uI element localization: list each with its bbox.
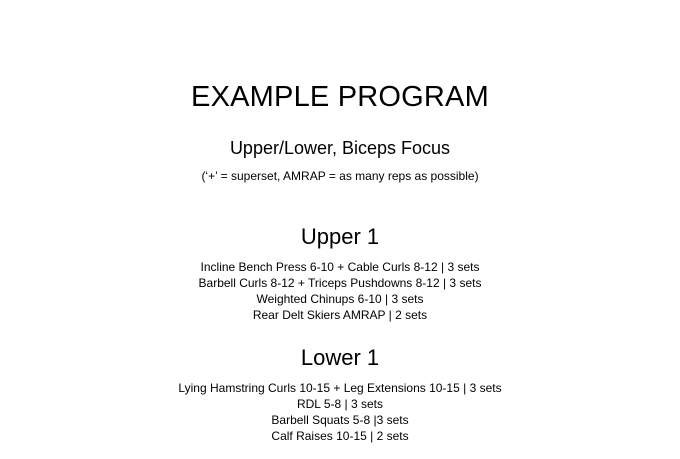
legend-note: (‘+’ = superset, AMRAP = as many reps as possible): [201, 169, 479, 183]
exercise-list-lower-1: [0, 380, 680, 444]
exercise-item: Calf Raises 10-15 | 2 sets: [271, 429, 409, 443]
exercise-item: Weighted Chinups 6-10 | 3 sets: [256, 292, 424, 306]
program-title: EXAMPLE PROGRAM: [191, 81, 489, 113]
exercise-item: RDL 5-8 | 3 sets: [296, 397, 384, 411]
exercise-item: Incline Bench Press 6-10 + Cable Curls 8-12 | 3 sets: [200, 260, 480, 274]
exercise-list-upper-1: [0, 259, 680, 323]
section-heading-lower-1: Lower 1: [300, 345, 380, 370]
exercise-item: Lying Hamstring Curls 10-15 + Leg Extensions 10-15 | 3 sets: [178, 381, 502, 395]
exercise-item: Rear Delt Skiers AMRAP | 2 sets: [252, 308, 428, 322]
section-heading-upper-1: Upper 1: [300, 224, 380, 249]
program-subtitle: Upper/Lower, Biceps Focus: [229, 138, 451, 158]
exercise-item: Barbell Squats 5-8 |3 sets: [271, 413, 409, 427]
exercise-item: Barbell Curls 8-12 + Triceps Pushdowns 8-12 | 3 sets: [198, 276, 482, 290]
